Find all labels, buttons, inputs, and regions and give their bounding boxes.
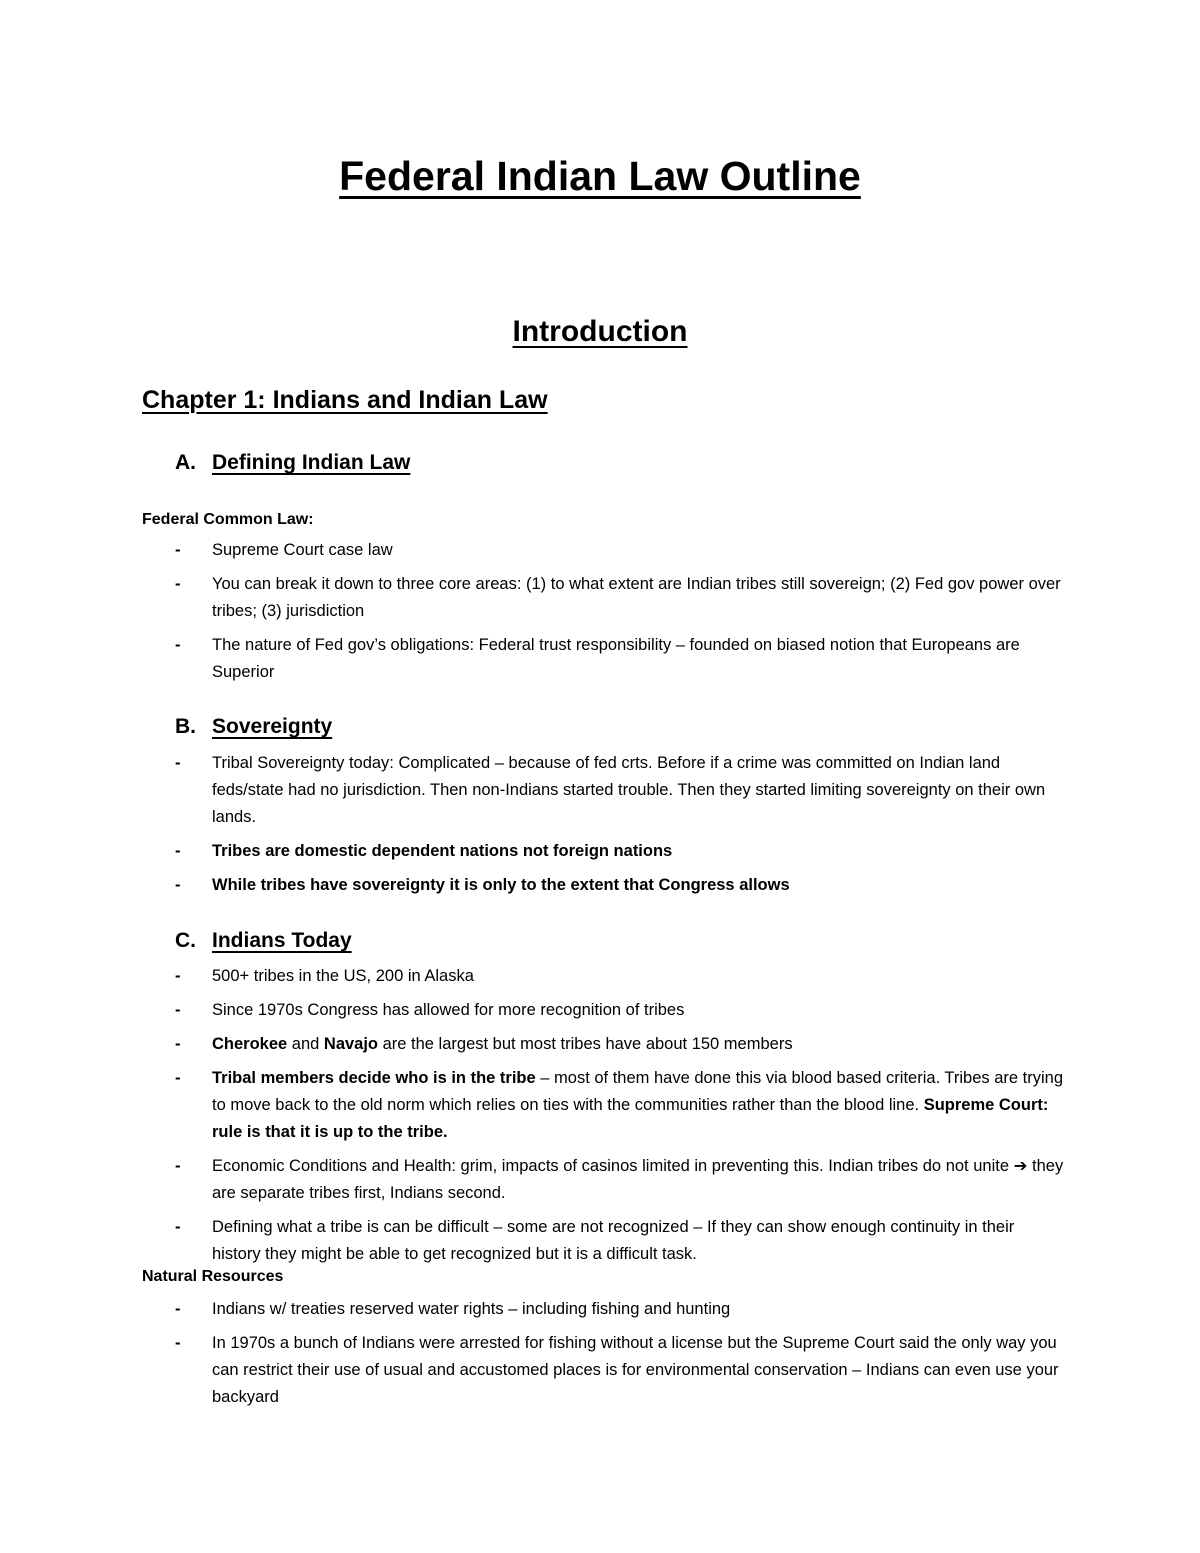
bullet-text: Since 1970s Congress has allowed for more recognition of tribes bbox=[212, 1001, 685, 1019]
bullet-dash: - bbox=[175, 1218, 181, 1236]
bullet-dash: - bbox=[175, 636, 181, 654]
section-a-letter: A. bbox=[175, 451, 196, 474]
bullet-text: Defining what a tribe is can be difficult – some are not recognized – If they can show enough continuity in their history they might be able to get recognized but it is a difficult task. bbox=[212, 1218, 1015, 1263]
bullet-dash: - bbox=[175, 754, 181, 772]
section-b-heading bbox=[175, 712, 332, 742]
bullet-dash: - bbox=[175, 1157, 181, 1175]
bullet-dash: - bbox=[175, 842, 181, 860]
list-item bbox=[175, 537, 1065, 564]
bullet-dash: - bbox=[175, 1069, 181, 1087]
section-c-bullet-list bbox=[175, 963, 1065, 1275]
section-c-heading bbox=[175, 926, 352, 956]
section-b-letter: B. bbox=[175, 715, 196, 738]
bullet-bold-text: Cherokee bbox=[212, 1035, 288, 1053]
list-item bbox=[175, 1031, 1065, 1058]
list-item bbox=[175, 1296, 1065, 1323]
bullet-text: Tribes are domestic dependent nations not foreign nations bbox=[212, 842, 673, 860]
bullet-dash: - bbox=[175, 876, 181, 894]
list-item bbox=[175, 872, 1065, 899]
bullet-dash: - bbox=[175, 1001, 181, 1019]
list-item bbox=[175, 1065, 1065, 1146]
list-item bbox=[175, 571, 1065, 625]
bullet-text: The nature of Fed gov’s obligations: Federal trust responsibility – founded on biased notion that Europeans are Superior bbox=[212, 636, 1020, 681]
section-a-bullet-list bbox=[175, 537, 1065, 693]
bullet-dash: - bbox=[175, 1035, 181, 1053]
section-a-title: Defining Indian Law bbox=[212, 451, 411, 474]
bullet-bold-text: Navajo bbox=[323, 1035, 379, 1053]
bullet-text: In 1970s a bunch of Indians were arrested for fishing without a license but the Supreme Court said the only way you can restrict their use of usual and accustomed places is for environmental conservation – Indians can even use your backyard bbox=[212, 1334, 1059, 1406]
list-item bbox=[175, 1330, 1065, 1411]
section-c-title: Indians Today bbox=[212, 929, 352, 952]
federal-common-law-label: Federal Common Law: bbox=[142, 511, 314, 528]
section-b-title: Sovereignty bbox=[212, 715, 333, 738]
chapter-title: Chapter 1: Indians and Indian Law bbox=[142, 386, 548, 414]
bullet-text: are the largest but most tribes have about 150 members bbox=[378, 1035, 793, 1053]
bullet-dash: - bbox=[175, 1334, 181, 1352]
bullet-text: You can break it down to three core areas: (1) to what extent are Indian tribes still sovereign; (2) Fed gov power over tribes; (3) jurisdiction bbox=[212, 575, 1061, 620]
bullet-dash: - bbox=[175, 575, 181, 593]
section-a-heading bbox=[175, 448, 410, 478]
bullet-text: While tribes have sovereignty it is only to the extent that Congress allows bbox=[212, 876, 790, 894]
bullet-bold-text: Supreme Court: rule is that it is up to the tribe. bbox=[212, 1096, 1049, 1141]
bullet-text: – most of them have done this via blood based criteria. Tribes are trying to move back to the old norm which relies on ties with the communities rather than the blood line. bbox=[212, 1069, 1064, 1114]
bullet-text: they are separate tribes first, Indians second. bbox=[212, 1157, 1064, 1202]
list-item bbox=[175, 963, 1065, 990]
list-item bbox=[175, 632, 1065, 686]
bullet-text: Tribal Sovereignty today: Complicated – because of fed crts. Before if a crime was committed on Indian land feds/state had no jurisdiction. Then non-Indians started trouble. Then they started limiting sovereignty on their own lands. bbox=[212, 754, 1046, 826]
bullet-text: 500+ tribes in the US, 200 in Alaska bbox=[212, 967, 474, 985]
natural-resources-label: Natural Resources bbox=[142, 1268, 284, 1285]
list-item bbox=[175, 838, 1065, 865]
part-title: Introduction bbox=[512, 315, 688, 348]
list-item bbox=[175, 1214, 1065, 1268]
list-item bbox=[175, 997, 1065, 1024]
right-arrow-icon: ➔ bbox=[1013, 1157, 1028, 1175]
list-item bbox=[175, 1153, 1065, 1207]
bullet-dash: - bbox=[175, 1300, 181, 1318]
bullet-text: and bbox=[287, 1035, 324, 1053]
section-b-bullet-list bbox=[175, 750, 1065, 906]
document-title: Federal Indian Law Outline bbox=[339, 153, 861, 199]
bullet-dash: - bbox=[175, 541, 181, 559]
natural-resources-bullet-list bbox=[175, 1296, 1065, 1418]
bullet-bold-text: Tribal members decide who is in the tribe bbox=[212, 1069, 536, 1087]
list-item bbox=[175, 750, 1065, 831]
bullet-text: Indians w/ treaties reserved water rights – including fishing and hunting bbox=[212, 1300, 731, 1318]
bullet-text: Supreme Court case law bbox=[212, 541, 393, 559]
bullet-dash: - bbox=[175, 967, 181, 985]
bullet-text: Economic Conditions and Health: grim, impacts of casinos limited in preventing this. Indian tribes do not unite bbox=[212, 1157, 1014, 1175]
section-c-letter: C. bbox=[175, 929, 196, 952]
